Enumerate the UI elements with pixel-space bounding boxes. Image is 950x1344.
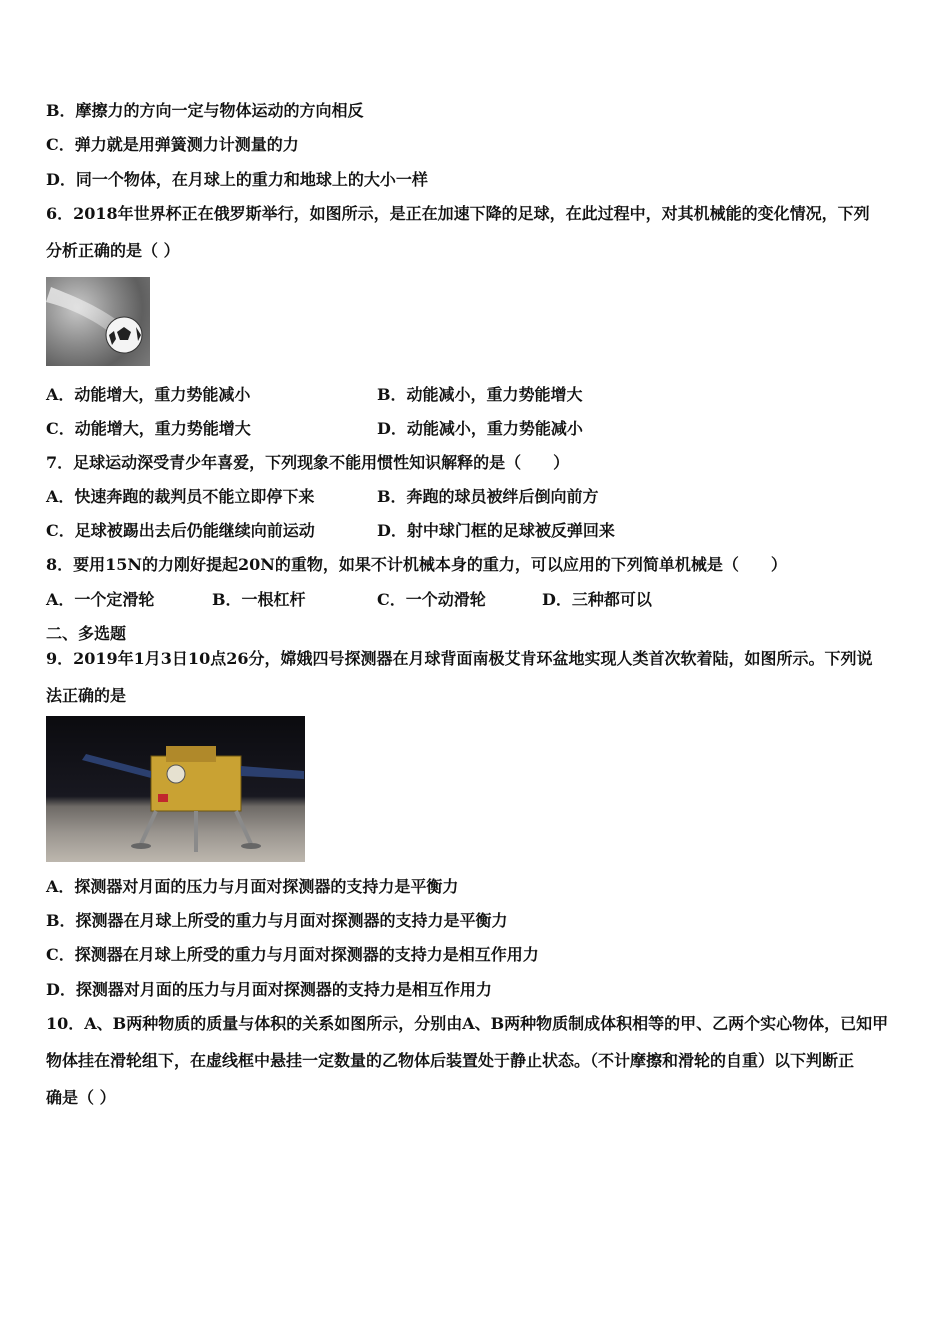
q9-option-c: C．探测器在月球上所受的重力与月面对探测器的支持力是相互作用力 — [46, 945, 539, 964]
q9-option-a: A．探测器对月面的压力与月面对探测器的支持力是平衡力 — [46, 877, 459, 896]
q10-stem-line1: 10．A、B两种物质的质量与体积的关系如图所示，分别由A、B两种物质制成体积相等的甲、乙两个实心物体，已知甲 — [46, 1014, 889, 1033]
q6-stem-line2: 分析正确的是（ ） — [46, 241, 180, 260]
q5-option-c: C．弹力就是用弹簧测力计测量的力 — [46, 135, 299, 154]
q9-option-d: D．探测器对月面的压力与月面对探测器的支持力是相互作用力 — [46, 980, 492, 999]
q6-option-a: A．动能增大，重力势能减小 — [46, 385, 251, 404]
q8-stem: 8．要用15N的力刚好提起20N的重物，如果不计机械本身的重力，可以应用的下列简单机械是（ ） — [46, 555, 787, 574]
q9-stem-line2: 法正确的是 — [46, 686, 127, 705]
q7-option-c: C．足球被踢出去后仍能继续向前运动 — [46, 521, 315, 540]
q10-stem-line2: 物体挂在滑轮组下，在虚线框中悬挂一定数量的乙物体后装置处于静止状态。（不计摩擦和滑轮的自重）以下判断正 — [46, 1051, 855, 1070]
q7-option-d: D．射中球门框的足球被反弹回来 — [377, 521, 615, 540]
q7-option-b: B．奔跑的球员被绊后倒向前方 — [377, 487, 599, 506]
lander-graphic — [46, 716, 305, 862]
q7-stem: 7．足球运动深受青少年喜爱，下列现象不能用惯性知识解释的是（ ） — [46, 453, 570, 472]
q7-option-a: A．快速奔跑的裁判员不能立即停下来 — [46, 487, 315, 506]
q8-option-c: C．一个动滑轮 — [377, 590, 486, 609]
q8-option-a: A．一个定滑轮 — [46, 590, 155, 609]
q9-stem-line1: 9．2019年1月3日10点26分，嫦娥四号探测器在月球背面南极艾肯环盆地实现人类首次软着陆，如图所示。下列说 — [46, 649, 873, 668]
q6-option-d: D．动能减小，重力势能减小 — [377, 419, 583, 438]
q10-stem-line3: 确是（ ） — [46, 1088, 116, 1107]
football-graphic — [46, 277, 150, 366]
q5-option-b: B．摩擦力的方向一定与物体运动的方向相反 — [46, 101, 364, 120]
q8-option-b: B．一根杠杆 — [212, 590, 306, 609]
q6-stem-line1: 6．2018年世界杯正在俄罗斯举行，如图所示，是正在加速下降的足球，在此过程中，对其机械能的变化情况，下列 — [46, 204, 870, 223]
q8-option-d: D．三种都可以 — [542, 590, 652, 609]
football-image — [46, 277, 150, 366]
lunar-lander-image — [46, 716, 305, 862]
q9-option-b: B．探测器在月球上所受的重力与月面对探测器的支持力是平衡力 — [46, 911, 508, 930]
q6-option-b: B．动能减小，重力势能增大 — [377, 385, 583, 404]
q6-option-c: C．动能增大，重力势能增大 — [46, 419, 251, 438]
q5-option-d: D．同一个物体，在月球上的重力和地球上的大小一样 — [46, 170, 428, 189]
section-heading: 二、多选题 — [46, 624, 127, 643]
